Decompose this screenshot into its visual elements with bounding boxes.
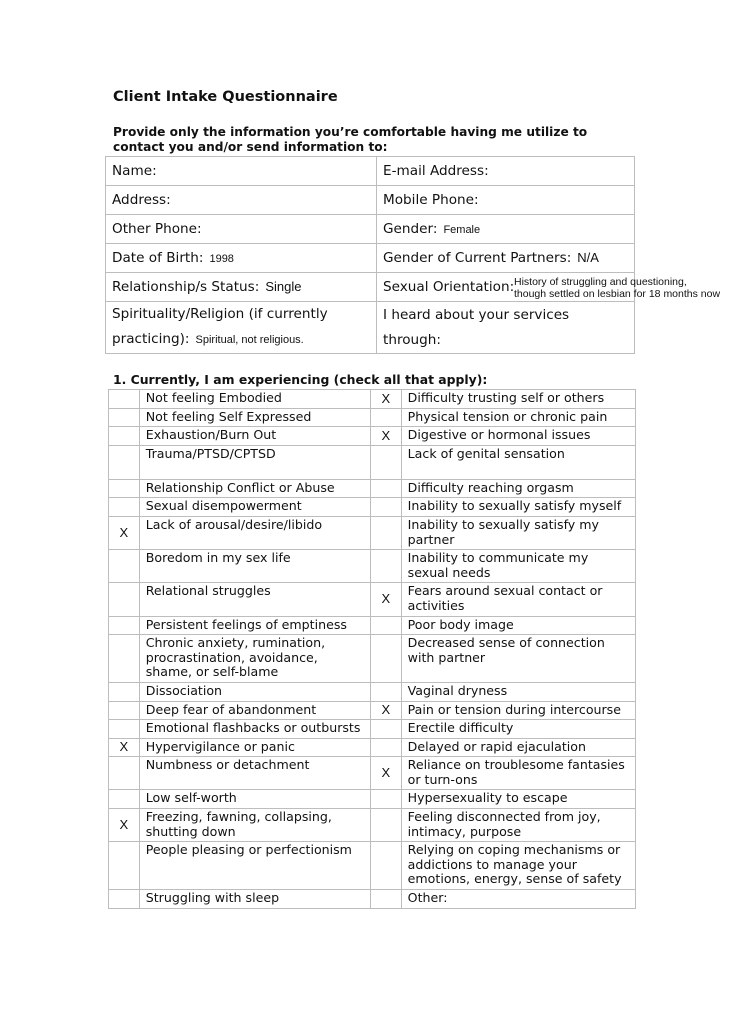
right-item-label: Fears around sexual contact or activities — [401, 583, 635, 616]
right-checkbox[interactable] — [370, 809, 401, 842]
orientation-label: Sexual Orientation: — [383, 279, 515, 295]
left-checkbox[interactable]: X — [109, 516, 140, 549]
orientation-value — [514, 276, 720, 300]
left-checkbox[interactable] — [109, 498, 140, 517]
right-checkbox[interactable] — [370, 738, 401, 757]
checklist-row — [109, 682, 636, 701]
right-item-label: Vaginal dryness — [401, 682, 635, 701]
left-checkbox[interactable] — [109, 390, 140, 409]
other-phone-field[interactable] — [106, 215, 377, 244]
right-item-label: Feeling disconnected from joy, intimacy, purpose — [401, 809, 635, 842]
left-item-label: Sexual disempowerment — [139, 498, 370, 517]
left-checkbox[interactable]: X — [109, 809, 140, 842]
right-checkbox[interactable]: X — [370, 583, 401, 616]
checklist-row — [109, 583, 636, 616]
checklist-row — [109, 720, 636, 739]
partner-gender-value: N/A — [577, 250, 599, 265]
contact-info-table — [105, 156, 635, 354]
address-field[interactable] — [106, 186, 377, 215]
right-item-label: Other: — [401, 890, 635, 909]
checklist-row — [109, 842, 636, 890]
gender-label: Gender: — [383, 221, 438, 237]
left-item-label: Deep fear of abandonment — [139, 701, 370, 720]
left-item-label: Hypervigilance or panic — [139, 738, 370, 757]
partner-gender-label: Gender of Current Partners: — [383, 250, 572, 266]
left-checkbox[interactable] — [109, 445, 140, 479]
left-checkbox[interactable] — [109, 583, 140, 616]
right-item-label: Inability to sexually satisfy myself — [401, 498, 635, 517]
left-checkbox[interactable] — [109, 757, 140, 790]
orientation-value-line1: History of struggling and questioning, — [514, 276, 687, 288]
spirituality-label-line2: practicing): — [112, 331, 190, 347]
left-checkbox[interactable]: X — [109, 738, 140, 757]
referral-label-line1: I heard about your services — [383, 306, 570, 323]
relationship-field[interactable] — [106, 273, 377, 302]
right-checkbox[interactable] — [370, 479, 401, 498]
left-item-label: Dissociation — [139, 682, 370, 701]
spirituality-field[interactable] — [106, 302, 377, 354]
left-item-label: Boredom in my sex life — [139, 550, 370, 583]
left-checkbox[interactable] — [109, 635, 140, 683]
orientation-value-line2: though settled on lesbian for 18 months now — [514, 288, 721, 300]
dob-value: 1998 — [209, 253, 234, 265]
right-item-label: Difficulty reaching orgasm — [401, 479, 635, 498]
left-checkbox[interactable] — [109, 682, 140, 701]
left-item-label: Numbness or detachment — [139, 757, 370, 790]
right-checkbox[interactable]: X — [370, 701, 401, 720]
relationship-value: Single — [265, 279, 302, 294]
form-intro: Provide only the information you’re comfortable having me utilize to contact you and/or send information to: — [113, 125, 588, 154]
checklist-row — [109, 498, 636, 517]
right-checkbox[interactable] — [370, 616, 401, 635]
right-item-label: Pain or tension during intercourse — [401, 701, 635, 720]
left-checkbox[interactable] — [109, 720, 140, 739]
left-item-label: Chronic anxiety, rumination, procrastination, avoidance, shame, or self-blame — [139, 635, 370, 683]
checklist-row — [109, 809, 636, 842]
checklist-row — [109, 516, 636, 549]
dob-label: Date of Birth: — [112, 250, 204, 266]
referral-field[interactable] — [377, 302, 635, 354]
right-checkbox[interactable] — [370, 498, 401, 517]
email-field[interactable] — [377, 157, 635, 186]
left-checkbox[interactable] — [109, 890, 140, 909]
left-item-label: People pleasing or perfectionism — [139, 842, 370, 890]
email-label: E-mail Address: — [383, 163, 489, 179]
referral-label-line2: through: — [383, 331, 441, 348]
left-checkbox[interactable] — [109, 550, 140, 583]
right-item-label: Decreased sense of connection with partner — [401, 635, 635, 683]
gender-value: Female — [443, 224, 481, 236]
section-1-heading: 1. Currently, I am experiencing (check all that apply): — [113, 372, 488, 387]
right-item-label: Inability to sexually satisfy my partner — [401, 516, 635, 549]
address-label: Address: — [112, 192, 171, 208]
left-item-label: Struggling with sleep — [139, 890, 370, 909]
mobile-field[interactable] — [377, 186, 635, 215]
left-checkbox[interactable] — [109, 427, 140, 446]
right-checkbox[interactable]: X — [370, 390, 401, 409]
left-item-label: Freezing, fawning, collapsing, shutting down — [139, 809, 370, 842]
right-checkbox[interactable] — [370, 516, 401, 549]
right-item-label: Lack of genital sensation — [401, 445, 635, 479]
right-checkbox[interactable] — [370, 790, 401, 809]
form-title: Client Intake Questionnaire — [113, 89, 338, 105]
gender-field[interactable] — [377, 215, 635, 244]
right-checkbox[interactable]: X — [370, 757, 401, 790]
left-item-label: Relationship Conflict or Abuse — [139, 479, 370, 498]
right-checkbox[interactable] — [370, 682, 401, 701]
right-item-label: Relying on coping mechanisms or addictions to manage your emotions, energy, sense of safety — [401, 842, 635, 890]
left-item-label: Relational struggles — [139, 583, 370, 616]
right-item-label: Physical tension or chronic pain — [401, 408, 635, 427]
partner-gender-field[interactable] — [377, 244, 635, 273]
right-checkbox[interactable] — [370, 408, 401, 427]
right-item-label: Inability to communicate my sexual needs — [401, 550, 635, 583]
dob-field[interactable] — [106, 244, 377, 273]
checklist-row — [109, 790, 636, 809]
relationship-label: Relationship/s Status: — [112, 279, 260, 295]
left-checkbox[interactable] — [109, 479, 140, 498]
checklist-row — [109, 616, 636, 635]
right-checkbox[interactable] — [370, 635, 401, 683]
left-item-label: Emotional flashbacks or outbursts — [139, 720, 370, 739]
left-item-label: Trauma/PTSD/CPTSD — [139, 445, 370, 479]
checklist-row — [109, 390, 636, 409]
spirituality-value: Spiritual, not religious. — [195, 334, 304, 346]
checklist-row — [109, 701, 636, 720]
left-checkbox[interactable] — [109, 408, 140, 427]
left-item-label: Lack of arousal/desire/libido — [139, 516, 370, 549]
left-item-label: Persistent feelings of emptiness — [139, 616, 370, 635]
right-item-label: Reliance on troublesome fantasies or turn-ons — [401, 757, 635, 790]
checklist-row — [109, 427, 636, 446]
checklist-row — [109, 635, 636, 683]
left-item-label: Not feeling Embodied — [139, 390, 370, 409]
right-item-label: Erectile difficulty — [401, 720, 635, 739]
checklist-row — [109, 757, 636, 790]
left-checkbox[interactable] — [109, 790, 140, 809]
left-item-label: Not feeling Self Expressed — [139, 408, 370, 427]
right-item-label: Delayed or rapid ejaculation — [401, 738, 635, 757]
left-checkbox[interactable] — [109, 616, 140, 635]
right-checkbox[interactable] — [370, 550, 401, 583]
checklist-row — [109, 445, 636, 479]
right-item-label: Hypersexuality to escape — [401, 790, 635, 809]
name-field[interactable] — [106, 157, 377, 186]
symptom-checklist — [108, 389, 636, 909]
checklist-row — [109, 738, 636, 757]
right-item-label: Digestive or hormonal issues — [401, 427, 635, 446]
checklist-row — [109, 408, 636, 427]
right-item-label: Poor body image — [401, 616, 635, 635]
other-phone-label: Other Phone: — [112, 221, 202, 237]
right-item-label: Difficulty trusting self or others — [401, 390, 635, 409]
checklist-row — [109, 550, 636, 583]
right-checkbox[interactable] — [370, 890, 401, 909]
right-checkbox[interactable] — [370, 720, 401, 739]
spirituality-label-line1: Spirituality/Religion (if currently — [112, 306, 328, 322]
right-checkbox[interactable] — [370, 842, 401, 890]
left-item-label: Low self-worth — [139, 790, 370, 809]
left-checkbox[interactable] — [109, 701, 140, 720]
right-checkbox[interactable] — [370, 445, 401, 479]
checklist-row — [109, 479, 636, 498]
name-label: Name: — [112, 163, 157, 179]
left-item-label: Exhaustion/Burn Out — [139, 427, 370, 446]
mobile-label: Mobile Phone: — [383, 192, 479, 208]
checklist-row — [109, 890, 636, 909]
left-checkbox[interactable] — [109, 842, 140, 890]
right-checkbox[interactable]: X — [370, 427, 401, 446]
